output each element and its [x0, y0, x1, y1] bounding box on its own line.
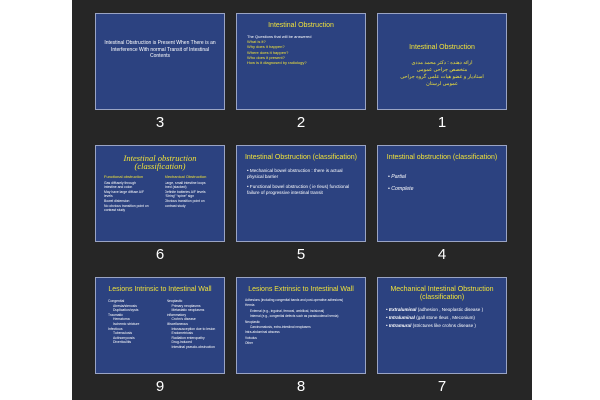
slide-number: 5	[296, 246, 306, 263]
slide-2[interactable]	[236, 13, 366, 110]
slide-title: Intestinal obstruction (classification)	[386, 154, 498, 161]
slide-6[interactable]	[95, 145, 225, 242]
list-item: What is it?	[247, 39, 266, 45]
slide-7[interactable]	[377, 277, 507, 374]
slide-title: Intestinal Obstruction	[268, 22, 334, 29]
slide-number: 3	[155, 114, 165, 131]
slide-8[interactable]: Lesions Extrinsic to Intestinal Wall Adhesions (including congenital bands and post-operative adhesions) Hernia External (e.g., inguinal, femoral, umbilical, incisional) Internal (e.g., congenital defects such as paraduodenal hernia) Neoplastic Carcinomatosis, extra-intestinal neoplasms Intra-abdominal abscess Volvulus Other	[236, 277, 366, 374]
slide-number: 6	[155, 246, 165, 263]
slide-title: Lesions Intrinsic to Intestinal Wall	[108, 286, 212, 293]
list-item: • Intraluminal (gall stone Ileus , Meconium)	[386, 315, 475, 320]
list-item: • Extraluminal (adhesion , Neoplastic disease )	[386, 307, 484, 312]
list-item: • Functional bowel obstruction ( ie Ileus) functional failure of progressive intestinal transit	[247, 184, 350, 195]
slide-number: 4	[437, 246, 447, 263]
list-item: • Partial	[388, 174, 406, 180]
right-column: Neoplastic Primary neoplasms Metastatic neoplasms Inflammatory Crohn's disease Miscellaneous Intussusception due to lesion Endometriosis Radiation enteropathy Drug-induced Intestinal pseudo-obstruction	[166, 299, 216, 349]
slide-title: Intestinal Obstruction	[409, 44, 475, 51]
slide-number: 9	[155, 378, 165, 395]
slide-number: 2	[296, 114, 306, 131]
presenter-info: ارائه دهنده : دکتر محمد مددی متخصص جراحی عمومی استادیار و عضو هیات علمی گروه جراحی عمومی لرستان	[400, 60, 484, 87]
slide-4[interactable]	[377, 145, 507, 242]
list-item: How is it diagnosed by radiology?	[247, 60, 307, 66]
slide-number: 7	[437, 378, 447, 395]
slide-3[interactable]	[95, 13, 225, 110]
list-item: Why does it happen?	[247, 44, 285, 50]
slide-number: 1	[437, 114, 447, 131]
list-item: • Complete	[388, 186, 414, 193]
slide-title: Mechanical Intestinal Obstruction (classification)	[390, 286, 494, 301]
list-item: • Mechanical bowel obstruction : there is actual physical barrier	[247, 168, 343, 179]
slide-title: Lesions Extrinsic to Intestinal Wall	[248, 286, 354, 293]
slide-9[interactable]	[95, 277, 225, 374]
slide-text: The Questions that will be answered	[247, 34, 312, 39]
list-item: Where does it happen?	[247, 49, 289, 55]
list-item: Who does it present?	[247, 54, 285, 60]
left-column: Functional obstruction Gas diffusely through intestine and colon May have large diffuse A/F levels Bowel distension No obvious transition point on contrast study	[104, 175, 149, 213]
left-column: Congenital Atresia/stenosis Duplication/cysts Traumatic Hematoma Ischemic stricture Infectious Tuberculosis Actinomycosis Diverticulitis	[108, 299, 140, 345]
slide-title: Intestinal Obstruction (classification)	[244, 154, 358, 161]
slide-3-text: Intestinal Obstruction is Present When There is an Interference With normal Transit of Intestinal Contents	[104, 40, 216, 60]
slide-5[interactable]	[236, 145, 366, 242]
slide-1[interactable]	[377, 13, 507, 110]
slide-title: Intestinal obstruction (classification)	[123, 153, 197, 171]
slide-sorter-view	[72, 0, 532, 400]
slide-number: 8	[296, 378, 306, 395]
list-item: • Intramural (strictures like crohns disease )	[386, 323, 476, 328]
right-column: Mechanical Obstruction Large, small intestine loops lined (stacked) Definite batteries A/F levels “String” “spine” sign Obvious transition point on contrast study	[164, 175, 207, 208]
